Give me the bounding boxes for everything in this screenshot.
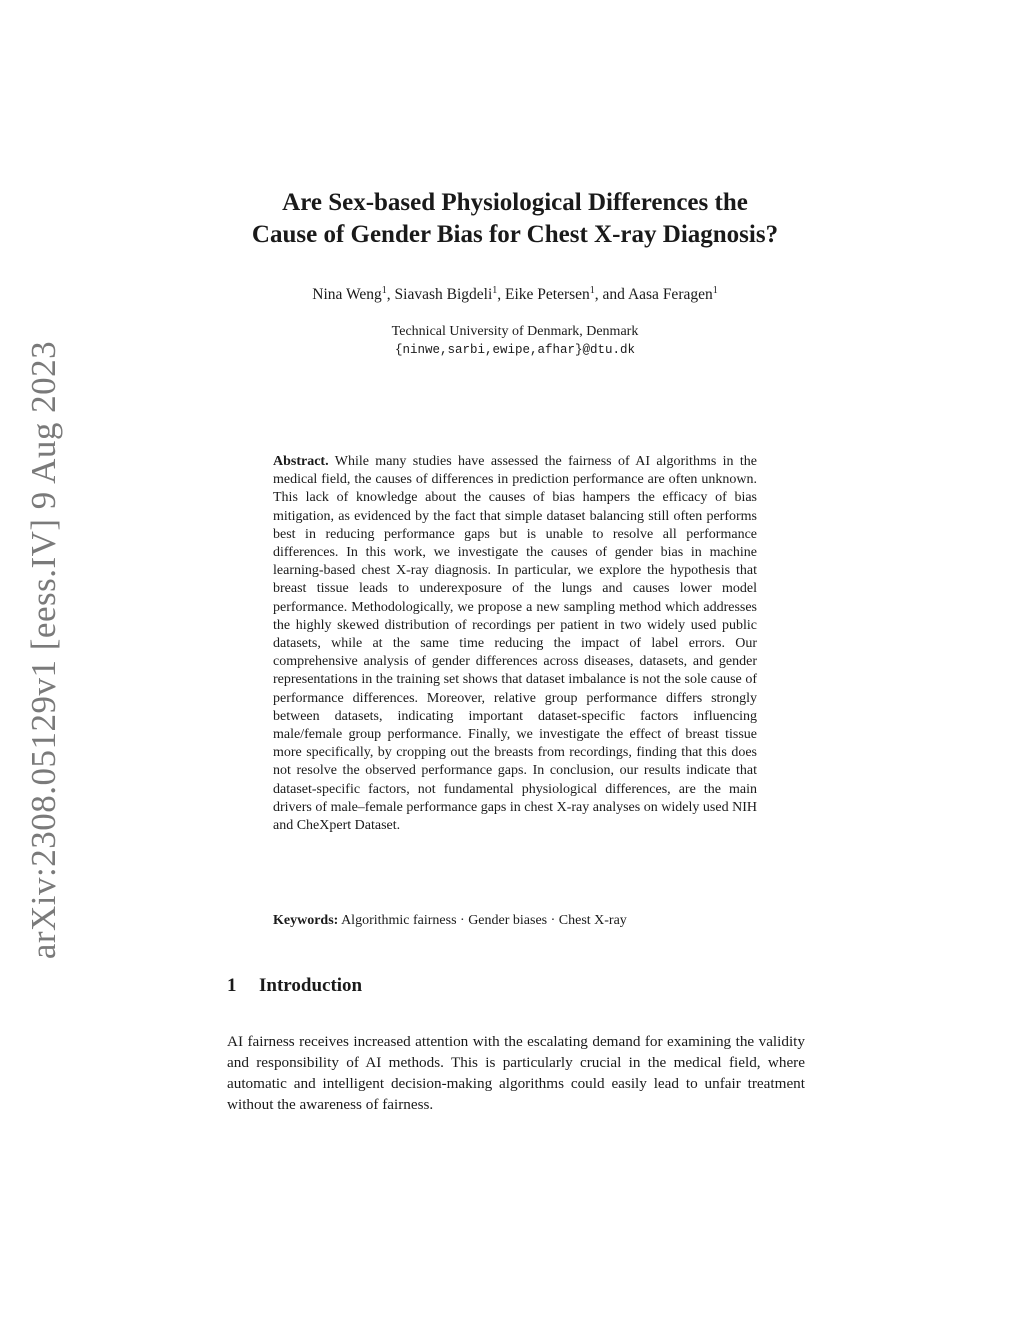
arxiv-stamp: arXiv:2308.05129v1 [eess.IV] 9 Aug 2023 bbox=[24, 340, 63, 960]
intro-paragraph: AI fairness receives increased attention with the escalating demand for examining the validity and responsibility of AI methods. This is particularly crucial in the medical field, where automatic and intelligent decision-making algorithms could easily lead to unfair treatment without the awareness of fairness. bbox=[227, 1033, 805, 1113]
section-heading bbox=[227, 975, 362, 997]
section-title: Introduction bbox=[259, 975, 363, 996]
keywords bbox=[273, 913, 757, 929]
affiliation-institution: Technical University of Denmark, Denmark bbox=[391, 324, 639, 339]
author-separator: , bbox=[497, 286, 505, 304]
title-line-1: Are Sex-based Physiological Differences the bbox=[282, 189, 748, 216]
keywords-text: Algorithmic fairness · Gender biases · Chest X-ray bbox=[341, 913, 627, 928]
abstract bbox=[273, 453, 757, 835]
affiliation-email: {ninwe,sarbi,ewipe,afhar}@dtu.dk bbox=[394, 343, 636, 357]
author-affiliation-mark: 1 bbox=[492, 285, 498, 296]
keywords-label: Keywords: bbox=[273, 913, 339, 928]
abstract-text: While many studies have assessed the fairness of AI algorithms in the medical field, the causes of differences in prediction performance are often unknown. This lack of knowledge about the causes of bias hampers the efficacy of bias mitigation, as evidenced by the fact that simple dataset balancing still often performs best in reducing performance gaps but is unable to resolve all performance differences. In this work, we investigate the causes of gender bias in machine learning-based chest X-ray diagnosis. In particular, we explore the hypothesis that breast tissue leads to underexposure of the lungs and causes lower model performance. Methodologically, we propose a new sampling method which addresses the highly skewed distribution of recordings per patient in two widely used public datasets, while at the same time reducing the impact of label errors. Our comprehensive analysis of gender differences across diseases, datasets, and gender representations in the training set shows that dataset imbalance is not the sole cause of performance differences. Moreover, relative group performance differs strongly between datasets, indicating important dataset-specific factors influencing male/female group performance. Finally, we investigate the effect of breast tissue more specifically, by cropping out the breasts from recordings, finding that this does not resolve the observed performance gaps. In conclusion, our results indicate that dataset-specific factors, not fundamental physiological differences, are the main drivers of male–female performance gaps in chest X-ray analyses on widely used NIH and CheXpert Dataset. bbox=[273, 454, 758, 834]
author-name: Eike Petersen bbox=[505, 286, 590, 304]
author-separator: , and bbox=[594, 286, 628, 304]
author-affiliation-mark: 1 bbox=[712, 285, 718, 296]
title-line-2: Cause of Gender Bias for Chest X-ray Diagnosis? bbox=[251, 221, 779, 248]
author-list bbox=[215, 285, 815, 304]
abstract-label: Abstract. bbox=[273, 454, 329, 469]
section-number: 1 bbox=[227, 975, 237, 996]
author-name: Aasa Feragen bbox=[627, 286, 713, 304]
affiliation-block bbox=[215, 322, 815, 360]
author-separator: , bbox=[386, 286, 395, 304]
author-name: Nina Weng bbox=[312, 286, 382, 304]
author-name: Siavash Bigdeli bbox=[394, 286, 493, 304]
author-affiliation-mark: 1 bbox=[381, 285, 387, 296]
author-affiliation-mark: 1 bbox=[589, 285, 595, 296]
paper-title bbox=[215, 187, 815, 251]
